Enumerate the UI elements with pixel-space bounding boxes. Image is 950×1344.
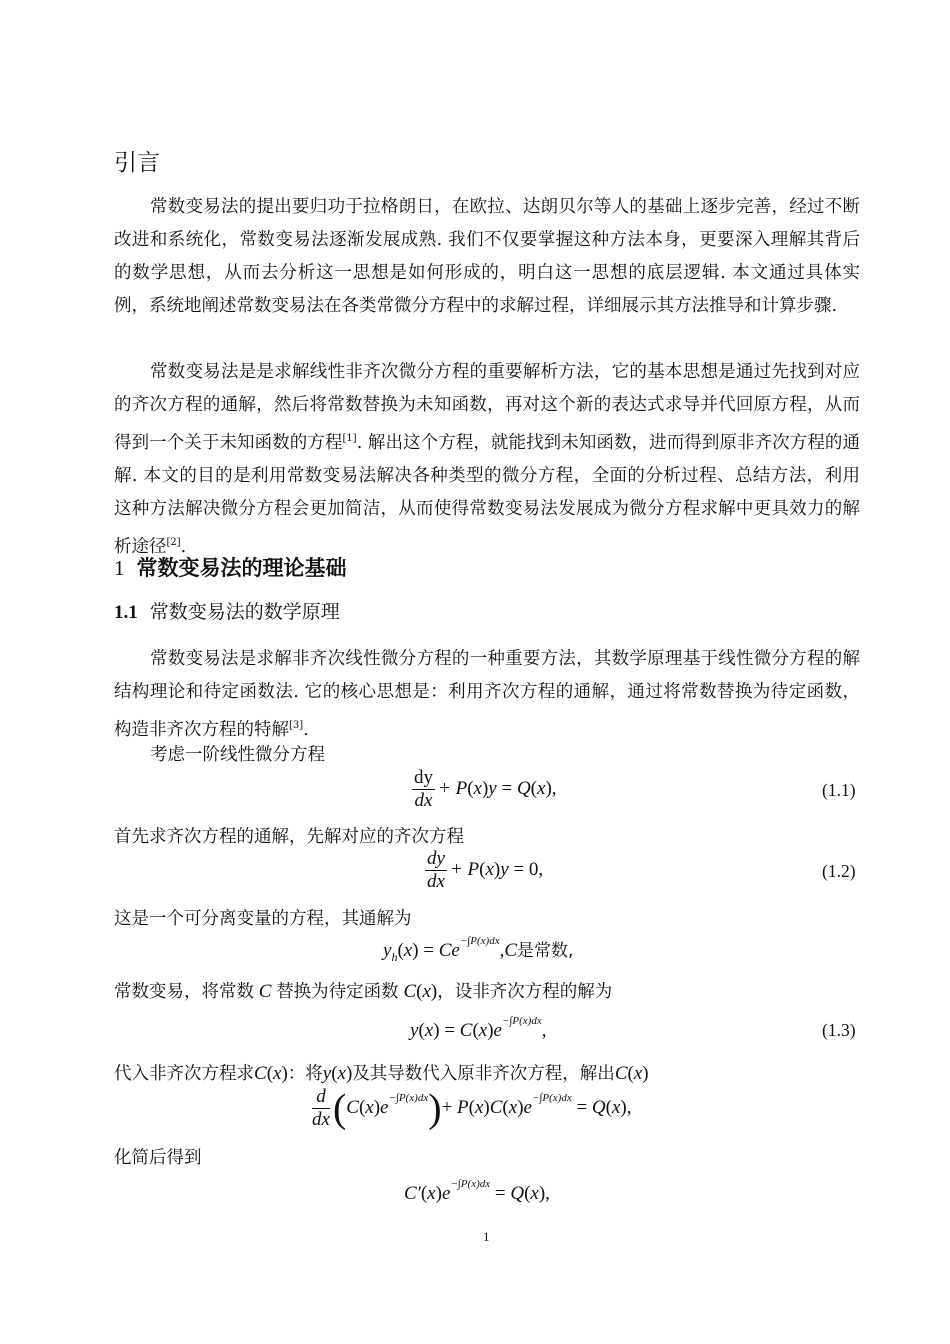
section-number: 1 xyxy=(114,556,125,580)
equation-substitution: $\frac{d}{dx}$ $(C(x)e^{-\int P(x)dx})+ P(x)C(x)e^{-\int P(x)dx} = Q(x)$, xyxy=(312,1085,632,1131)
equation-1-1: $\frac{dy}{dx}$ + P(x)y = Q(x), xyxy=(414,767,557,811)
citation-3: [3] xyxy=(289,720,304,731)
text-homogeneous: 首先求齐次方程的通解，先解对应的齐次方程 xyxy=(114,827,464,847)
equation-homogeneous-solution: $y_h(x) = Ce^{-\int P(x)dx},C$是常数, xyxy=(383,935,574,964)
equation-simplified: $C'(x)e^{-\int P(x)dx} = Q(x)$, xyxy=(404,1178,550,1204)
equation-number-1-3: (1.3) xyxy=(822,1020,856,1040)
text-separable: 这是一个可分离变量的方程，其通解为 xyxy=(114,909,412,929)
subsection-1-1-heading xyxy=(114,597,340,624)
intro-heading: 引言 xyxy=(114,150,160,176)
equation-1-2: $\frac{dy}{dx}$ + P(x)y = 0, xyxy=(427,848,544,892)
constant-note: 是常数, xyxy=(517,941,574,961)
page-number: 1 xyxy=(483,1229,490,1244)
intro-p2-text-c: . xyxy=(180,537,187,557)
section-p1-text-a: 常数变易法是求解非齐次线性微分方程的一种重要方法，其数学原理基于线性微分方程的解结构理论和待定函数法. 它的核心思想是：利用齐次方程的通解，通过将常数替换为待定函数，构造非齐次方程的特解 xyxy=(114,649,860,740)
citation-1: [1] xyxy=(342,433,357,444)
intro-paragraph-2 xyxy=(114,356,860,564)
equation-number-1-2: (1.2) xyxy=(822,861,856,881)
text-simplify: 化简后得到 xyxy=(114,1148,202,1168)
subsection-number: 1.1 xyxy=(114,602,138,623)
text-vary-constant: 常数变易，将常数 C 替换为待定函数 C(x)，设非齐次方程的解为 xyxy=(114,981,613,1002)
text-substitute: 代入非齐次方程求C(x)：将y(x)及其导数代入原非齐次方程，解出C(x) xyxy=(114,1063,649,1084)
section-1-heading xyxy=(114,552,347,582)
text-consider: 考虑一阶线性微分方程 xyxy=(150,745,325,765)
section-p1-text-b: . xyxy=(303,720,309,740)
section-1-1-paragraph xyxy=(114,643,860,747)
intro-p2-text-a: 常数变易法是是求解线性非齐次微分方程的重要解析方法，它的基本思想是通过先找到对应的齐次方程的通解，然后将常数替换为未知函数，再对这个新的表达式求导并代回原方程，从而得到一个关于未知函数的方程 xyxy=(114,362,860,453)
equation-number-1-1: (1.1) xyxy=(822,780,856,800)
subsection-title: 常数变易法的数学原理 xyxy=(149,601,340,623)
intro-paragraph-1: 常数变易法的提出要归功于拉格朗日，在欧拉、达朗贝尔等人的基础上逐步完善，经过不断改进和系统化，常数变易法逐渐发展成熟. 我们不仅要掌握这种方法本身，更要深入理解其背后的数学思想，从而去分析这一思想是如何形成的，明白这一思想的底层逻辑. 本文通过具体实例，系统地阐述常数变易法在各类常微分方程中的求解过程，详细展示其方法推导和计算步骤. xyxy=(114,197,860,316)
citation-2: [2] xyxy=(166,537,181,548)
intro-p2-text-b: . 解出这个方程，就能找到未知函数，进而得到原非齐次方程的通解. 本文的目的是利用常数变易法解决各种类型的微分方程，全面的分析过程、总结方法，利用这种方法解决微分方程会更加简洁，从而使得常数变易法发展成为微分方程求解中更具效力的解析途径 xyxy=(114,433,860,557)
section-title: 常数变易法的理论基础 xyxy=(136,556,347,580)
equation-1-3: $y(x) = C(x)e^{-\int P(x)dx}$, xyxy=(410,1015,547,1041)
